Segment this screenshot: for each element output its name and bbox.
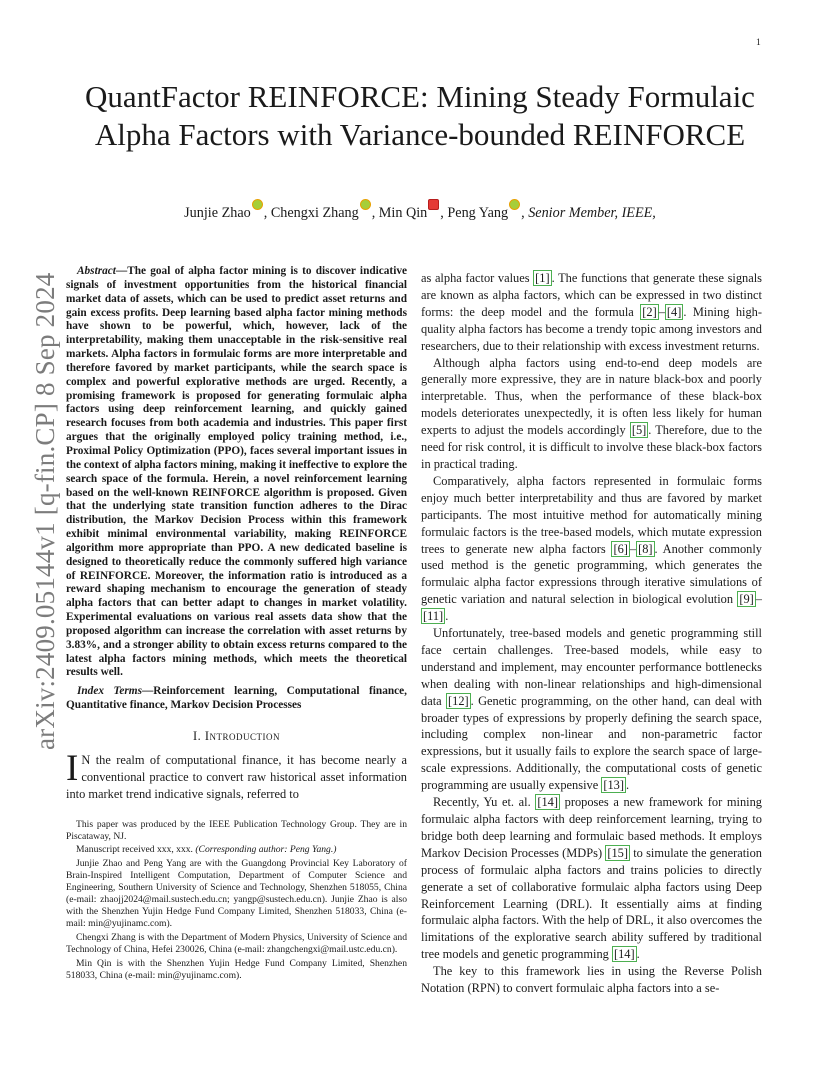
citation-link[interactable]: [4]: [666, 304, 682, 319]
citation-link[interactable]: [6]: [613, 541, 628, 556]
footnotes: [66, 819, 407, 982]
citation-link[interactable]: [12]: [448, 693, 469, 708]
page-number: 1: [756, 38, 761, 48]
author-membership: Senior Member, IEEE,: [528, 205, 656, 221]
right-column: [421, 270, 762, 997]
citation-link[interactable]: [1]: [535, 271, 550, 285]
author-name: Min Qin: [378, 205, 428, 221]
footnote: Junjie Zhao and Peng Yang are with the Guangdong Provincial Key Laboratory of Brain-Inspired Intelligent Computation, Department of Computer Science and Engineering, Southern University of Science and Technology, Shenzhen 518055, China (e-mail: zhaojj2024@mail.sustech.edu.cn; yangp@sustech.edu.cn). Junjie Zhao is also with the Shenzhen Yujin Hedge Fund Company Limited, Shenzhen 518033, China (e-mail: min@yujinamc.com).: [66, 858, 407, 929]
orcid-icon[interactable]: [509, 199, 520, 210]
section-heading: [66, 728, 407, 745]
index-terms-lead: Index Terms: [77, 685, 142, 698]
index-terms: [66, 685, 407, 713]
abstract-text: —The goal of alpha factor mining is to discover indicative signals of investment opportunities from the historical financial market data of assets, which can be used to predict asset returns and gain excess profits. Deep learning based alpha factor mining methods have shown to be powerful, which, however, lack of the interpretability, making them unacceptable in the risk-sensitive real markets. Alpha factors in formulaic forms are more interpretable and therefore favored by market participants, while the search space is complex and powerful explorative methods are urged. Recently, a promising framework is proposed for generating formulaic alpha factors using deep reinforcement learning, and quickly gained research focuses from both academia and industries. This paper first argues that the originally employed policy training method, i.e., Proximal Policy Optimization (PPO), faces several important issues in the context of alpha factors mining, making it ineffective to explore the search space of the formula. Herein, a novel reinforcement learning based on the well-known REINFORCE algorithm is proposed. Given that the underlying state transition function adheres to the Dirac distribution, the Markov Decision Process within this framework exhibit minimal environmental variability, making REINFORCE algorithm more appropriate than PPO. A new dedicated baseline is designed to theoretically reduce the commonly suffered high variance of REINFORCE. Moreover, the information ratio is introduced as a reward shaping mechanism to encourage the generation of steady alpha factors that can better adapt to changes in market volatility. Experimental evaluations on various real assets data show that the proposed algorithm can increase the correlation with asset returns by 3.83%, and a stronger ability to obtain excess returns compared to the latest alpha factors mining methods, which meets the theoretical results well.: [66, 265, 407, 679]
paper-title: QuantFactor REINFORCE: Mining Steady Formulaic Alpha Factors with Variance-bounded REINFORCE: [85, 79, 755, 152]
citation-link[interactable]: [5]: [631, 423, 647, 438]
footnote: Min Qin is with the Shenzhen Yujin Hedge Fund Company Limited, Shenzhen 518033, China (e-mail: min@yujinamc.com).: [66, 957, 407, 981]
abstract-lead: Abstract: [77, 265, 116, 277]
body-paragraph: Although alpha factors using end-to-end deep models are generally more expressive, they are in nature black-box and poorly interpretable. Thus, when the performance of these black-box models deteriorates unexpectedly, it is often less likely for human experts to adjust the models accordingly [5] . Therefore, due to the need for risk control, it is difficult to involve these black-box factors in practical trading.: [421, 355, 762, 471]
author-name: Chengxi Zhang: [270, 205, 359, 221]
section-numeral: I.: [193, 729, 202, 743]
intro-paragraph: [66, 747, 407, 803]
citation-link[interactable]: [13]: [603, 778, 624, 793]
body-paragraph: Unfortunately, tree-based models and genetic programming still face certain challenges. Tree-based models, while easy to understand and implement, may encounter performance bottlenecks when dealing with non-linear relationships and high-dimensional data [12] . Genetic programming, on the other hand, can deal with broader types of expressions by properly defining the search space, including complex non-linear and non-parametric factor expressions, but it usually fails to explore the search space of large-scale expressions. Additionally, the computational costs of genetic programming are usually expensive [13] .: [421, 626, 762, 793]
citation-link[interactable]: [15]: [607, 845, 628, 860]
orcid-icon[interactable]: [428, 199, 439, 210]
citation-link[interactable]: [9]: [739, 592, 754, 607]
author-name: Junjie Zhao: [184, 205, 251, 221]
citation-link[interactable]: [14]: [613, 947, 635, 962]
footnote: Chengxi Zhang is with the Department of Modern Physics, University of Science and Technology of China, Hefei 230026, China (e-mail: zhangchengxi@mail.ustc.edu.cn).: [66, 931, 407, 955]
citation-link[interactable]: [14]: [537, 795, 558, 810]
intro-text: N the realm of computational finance, it has become nearly a conventional practice to convert raw historical asset information into market trend indicative signals, referred to: [66, 752, 407, 801]
index-terms-text: —Reinforcement learning, Computational finance, Quantitative finance, Markov Decision Processes: [66, 685, 407, 712]
citation-link[interactable]: [11]: [423, 609, 444, 624]
abstract: [66, 265, 407, 680]
orcid-icon[interactable]: [252, 199, 263, 210]
footnote: This paper was produced by the IEEE Publication Technology Group. They are in Piscataway, NJ.: [66, 818, 407, 842]
drop-cap: I: [66, 747, 79, 789]
author-line: Junjie Zhao , Chengxi Zhang , Min Qin , Peng Yang , Senior Member, IEEE,: [70, 199, 770, 222]
arxiv-stamp: arXiv:2409.05144v1 [q-fin.CP] 8 Sep 2024: [30, 272, 60, 750]
orcid-icon[interactable]: [360, 199, 371, 210]
citation-link[interactable]: [2]: [642, 304, 657, 319]
citation-link[interactable]: [8]: [638, 541, 653, 556]
body-paragraph: Recently, Yu et. al. [14] proposes a new framework for mining formulaic alpha factors with deep reinforcement learning, trying to bridge both deep learning and formulaic based methods. It employs Markov Decision Processes (MDPs) [15] to simulate the generation process of formulaic alpha factors and trains policies to directly generate a set of collaborative formulaic alpha factors using Deep Reinforcement Learning (DRL). It essentially aims at finding formulaic alpha factors. With the help of DRL, it also overcomes the limitations of the explorative search ability suffered by traditional tree models and genetic programming [14] .: [421, 795, 762, 962]
body-paragraph: The key to this framework lies in using the Reverse Polish Notation (RPN) to convert formulaic alpha factors into a se-: [421, 964, 762, 996]
body-paragraph: as alpha factor values [1] . The functions that generate these signals are known as alpha factors, which can be expressed in two distinct forms: the deep model and the formula [2] – [4] . Mining high-quality alpha factors has become a trendy topic among investors and researchers, due to their relationship with excess investment returns.: [421, 271, 762, 353]
left-column: [66, 265, 407, 983]
body-paragraph: Comparatively, alpha factors represented in formulaic forms enjoy much better interpretability and thus are favored by market participants. The most intuitive method for automatically mining formulaic factors is the tree-based models, which mutate expression trees to generate new alpha factors [6] – [8] . Another commonly used method is the genetic programming, which generates the formulaic alpha factor expressions through iterative simulations of genetic variation and natural selection in biological evolution [9] –[11] .: [421, 473, 762, 624]
author-name: Peng Yang: [447, 205, 509, 221]
footnote: Manuscript received xxx, xxx. (Corresponding author: Peng Yang.): [76, 844, 337, 856]
section-title: Introduction: [204, 729, 280, 743]
